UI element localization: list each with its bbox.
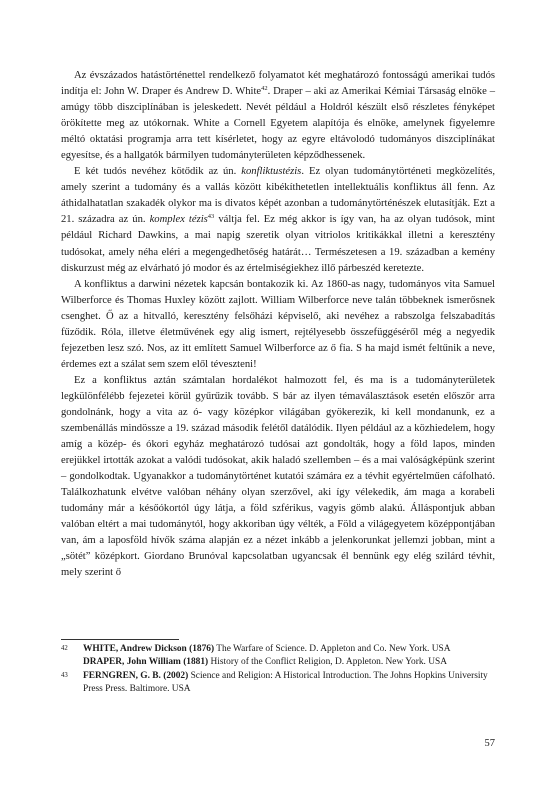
body-paragraph bbox=[61, 373, 495, 582]
footnote-author: DRAPER, John William (1881) bbox=[83, 656, 209, 667]
body-paragraph bbox=[61, 68, 495, 164]
footnote bbox=[61, 670, 495, 695]
body-paragraph bbox=[61, 277, 495, 373]
footnote-number: 42 bbox=[61, 645, 68, 652]
text-run: A konfliktus a darwini nézetek kapcsán bontakozik ki. Az 1860-as nagy, tudományos vita Samuel Wilberforce és Thomas Huxley között zajlott. William Wilberforce neve talán többeknek ismerősnek csenghet. Ő az a hitvalló, keresztény felsőházi képviselő, aki nevéhez a rabszolga felszabadítás fűződik. Róla, illetve életművének egy alig ismert, rejtélyesebb összefüggéséről még a negyedik fejezetben lesz szó. Nos, az itt említett Samuel Wilberforce az ő fia. S ha majd ismét feltűnik a neve, érdemes ezt a szálat sem szem elől téveszteni! bbox=[61, 278, 495, 370]
text-run: váltja fel. Ez még akkor is így van, ha az olyan tudósok, mint például Richard Dawkins, a mai napig szeretik olyan vitriolos kritikákkal illetni a keresztény tudósokat, amely néha eléri a megengedhetőség határát… Természetesen a 19. században a kemény diskurzust még az elvárható jó modor és az értelmiségiekhez illő párbeszéd keretezte. bbox=[61, 214, 495, 274]
footnote-reference: 42 bbox=[261, 85, 268, 93]
text-run: . Ez olyan tudománytörténeti megközelítés, amely szerint a tudomány és a vallás között kibékíthetetlen intellektuális konfliktus áll fenn. Az áthidalhatatlan szakadék olykor ma is divatos képét azonban a tudománytörténészek elutasítják. Ezt a 21. századra az ún. bbox=[61, 166, 495, 226]
footnote-entry bbox=[83, 643, 495, 656]
footnote-author: WHITE, Andrew Dickson (1876) bbox=[83, 644, 215, 654]
text-run: Az évszázados hatástörténettel rendelkező folyamatot két meghatározó fontosságú amerikai tudós indítja el: John W. Draper és Andrew D. White bbox=[61, 70, 495, 98]
page-number: 57 bbox=[484, 738, 495, 749]
footnote-number: 43 bbox=[61, 672, 68, 680]
text-run: . Draper – aki az Amerikai Kémiai Társaság elnöke – amúgy több diszciplínában is jeleskedett. Nevét például a Holdról készült első részletes fényképet örökítette meg az utókornak. White a Cornell Egyetem alapítója és elnöke, amelynek figyelemre méltó oktatási programja arra tett kísérletet, hogy az egyre eltávolodó tudományos diszciplínákat egyesítse, és a hallgatók bármilyen tudományterületen képződhessenek. bbox=[61, 86, 495, 162]
footnote-entry bbox=[83, 670, 495, 695]
footnotes bbox=[61, 643, 495, 697]
footnote-entry bbox=[83, 656, 495, 669]
footnote-author: FERNGREN, G. B. (2002) bbox=[83, 671, 189, 682]
footnote-citation: Science and Religion: A Historical Introduction. The Johns Hopkins University Press Press. Baltimore. USA bbox=[83, 671, 488, 694]
italic-term: konfliktustézis bbox=[241, 166, 302, 178]
text-run: E két tudós nevéhez kötődik az ún. bbox=[74, 166, 242, 178]
footnote-reference: 43 bbox=[207, 213, 215, 221]
body-paragraph bbox=[61, 164, 495, 276]
footnote-citation: History of the Conflict Religion, D. Appleton. New York. USA bbox=[210, 656, 447, 667]
footnote bbox=[61, 643, 495, 668]
italic-term: komplex tézis bbox=[149, 214, 208, 226]
footnote-citation: The Warfare of Science. D. Appleton and Co. New York. USA bbox=[216, 644, 451, 654]
footnote-separator bbox=[61, 639, 179, 640]
text-run: Ez a konfliktus aztán számtalan hordalékot halmozott fel, és ma is a tudományterületek legkülönfélébb fejezetei körül gyűrűzik tovább. S bár az ilyen témaválasztások esetén először arra gondolnánk, hogy a vita az ó- vagy középkor világában gyökerezik, ki kell mondanunk, ez a szembenállás mindössze a 19. század második felétől datálódik. Ilyen például az a közhiedelem, hogy amíg a közép- és ókori egyház meghatározó tudósai azt gondolták, hogy a föld lapos, minden erejükkel irtották azokat a valódi tudósokat, akik haladó szellemben – és a mai valóságképünk szerint – gondolkodtak. Ugyanakkor a tudománytörténet kutatói számára ez a tévhit egyértelműen cáfolható. Találkozhatunk elvétve valóban néhány olyan szerzővel, aki így vélekedik, ám maga a korabeli tudomány már a későókortól úgy látja, a föld szférikus, vagyis gömb alakú. Álláspontjuk abban valóban eltért a mai tudománytól, hogy akkoriban úgy vélték, a Föld a világegyetem középpontjában van, ám a laposföld hívők száma alapján ez a nézet inkább a jelenkorunkat jellemzi jobban, mint a „sötét” középkort. Giordano Brunóval kapcsolatban ugyancsak él bennünk egy elég szilárd tévhit, mely szerint ő bbox=[61, 374, 495, 579]
body-text bbox=[61, 68, 495, 582]
